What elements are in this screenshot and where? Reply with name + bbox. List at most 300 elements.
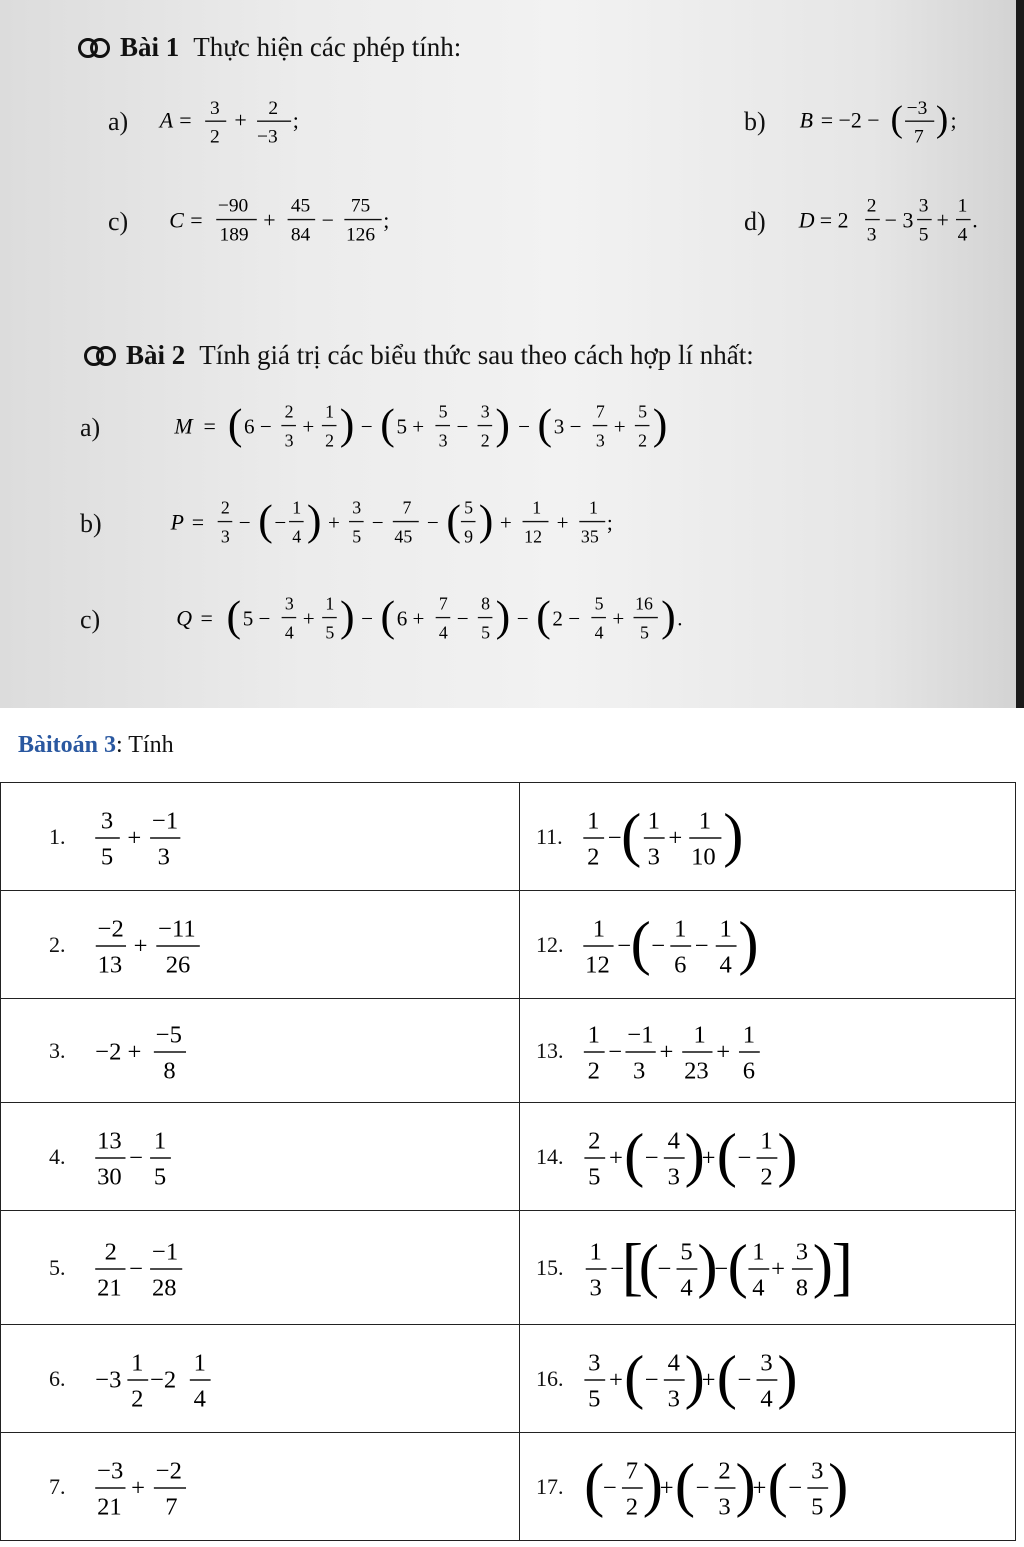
item-number: 15.	[536, 1254, 564, 1280]
svg-text:−2: −2	[97, 914, 124, 942]
svg-text:(: (	[674, 1451, 696, 1519]
svg-text:1: 1	[587, 1020, 600, 1048]
svg-text:2: 2	[210, 126, 220, 148]
svg-text:1: 1	[693, 1020, 706, 1048]
svg-text:[: [	[621, 1232, 644, 1302]
svg-text:): )	[652, 400, 668, 449]
svg-text:1: 1	[742, 1020, 756, 1048]
svg-text:+: +	[302, 606, 315, 631]
svg-text:1: 1	[531, 497, 541, 518]
svg-text:+: +	[327, 510, 340, 535]
table-cell	[520, 783, 1016, 891]
svg-text:D: D	[798, 207, 815, 233]
svg-text:−: −	[516, 606, 529, 631]
svg-text:−2: −2	[155, 1456, 182, 1484]
svg-text:35: 35	[580, 526, 599, 547]
svg-text:−: −	[518, 414, 531, 439]
svg-text:5: 5	[640, 622, 650, 643]
item-number: 13.	[536, 1037, 564, 1063]
item-number: 1.	[49, 823, 66, 849]
svg-text:): )	[306, 496, 322, 545]
svg-text:3: 3	[596, 430, 606, 451]
svg-text:9: 9	[463, 526, 473, 547]
svg-text:): )	[340, 592, 355, 641]
svg-text:1: 1	[752, 1237, 765, 1265]
svg-text:+: +	[608, 1366, 623, 1394]
svg-text:;: ;	[606, 510, 613, 535]
svg-text:= 2: = 2	[819, 207, 849, 233]
svg-text:7: 7	[596, 401, 606, 422]
svg-text:5: 5	[153, 1162, 167, 1190]
svg-text:3: 3	[220, 526, 230, 547]
svg-text:1: 1	[131, 1348, 144, 1376]
svg-text:4: 4	[957, 224, 968, 246]
bai1-item-b: b) B = −2 − ( −3 7 ) ;	[744, 92, 1024, 152]
expr-p	[112, 494, 732, 554]
item-number: 12.	[536, 931, 564, 957]
svg-text:+: +	[302, 414, 315, 439]
table-row	[1, 891, 1016, 999]
svg-text:−: −	[737, 1366, 752, 1394]
item-number: 17.	[536, 1473, 564, 1499]
expr-13	[576, 1016, 796, 1086]
expr-12	[576, 910, 776, 980]
svg-text:23: 23	[684, 1056, 709, 1084]
svg-text:2: 2	[718, 1456, 731, 1484]
table-cell	[1, 1103, 520, 1211]
table-row	[1, 1325, 1016, 1433]
item-number: 3.	[49, 1037, 66, 1063]
svg-text:3: 3	[588, 1348, 601, 1376]
svg-text:2: 2	[587, 842, 600, 870]
svg-text:3: 3	[795, 1237, 809, 1265]
svg-text:3: 3	[633, 1056, 646, 1084]
item-number: 4.	[49, 1143, 66, 1169]
table-row	[1, 1211, 1016, 1325]
table-row	[1, 1103, 1016, 1211]
svg-text:+: +	[133, 932, 148, 960]
svg-text:5: 5	[638, 401, 648, 422]
svg-text:3: 3	[589, 1273, 602, 1301]
svg-text:1: 1	[674, 914, 687, 942]
svg-text:P: P	[170, 509, 184, 535]
svg-text:+: +	[234, 107, 247, 133]
table-cell	[1, 999, 520, 1103]
svg-text:−: −	[737, 1144, 752, 1172]
svg-text:+: +	[613, 414, 626, 439]
svg-text:(: (	[380, 592, 396, 641]
svg-text:3: 3	[667, 1384, 680, 1412]
bai1-title: Bài 1 Thực hiện các phép tính:	[78, 32, 461, 63]
bai1-item-c: c) C = −90 189 + 45 84 − 75 126 ;	[108, 192, 468, 252]
svg-text:2: 2	[325, 430, 335, 451]
svg-text:4: 4	[667, 1348, 680, 1376]
svg-text:30: 30	[97, 1162, 122, 1190]
svg-text:): )	[697, 1232, 718, 1300]
svg-text:.: .	[677, 606, 683, 631]
svg-text:(: (	[445, 496, 461, 545]
svg-text:3: 3	[100, 806, 114, 834]
svg-text:7: 7	[165, 1492, 178, 1520]
svg-text:−3: −3	[257, 126, 278, 148]
expr-15	[576, 1233, 866, 1303]
svg-text:5: 5	[325, 622, 335, 643]
svg-text:−: −	[603, 1474, 617, 1502]
bai1-item-a: a) A = 3 2 + 2 −3 ;	[108, 92, 368, 152]
svg-text:3: 3	[157, 842, 170, 870]
svg-text:2: 2	[866, 195, 877, 217]
expr-5	[89, 1233, 249, 1303]
svg-text:5: 5	[481, 622, 491, 643]
svg-text:− 3: − 3	[884, 207, 914, 233]
expr-11	[576, 802, 776, 872]
svg-text:(: (	[257, 496, 273, 545]
svg-text:13: 13	[97, 950, 123, 978]
bai3-heading: Bàitoán 3: Tính	[18, 732, 174, 758]
svg-text:−: −	[644, 1366, 659, 1394]
svg-text:5: 5	[811, 1492, 824, 1520]
svg-text:(: (	[630, 909, 651, 977]
svg-text:(: (	[624, 1343, 645, 1411]
svg-text:−: −	[456, 606, 469, 631]
svg-text:5: 5	[588, 1384, 601, 1412]
svg-text:1: 1	[291, 497, 301, 518]
expr-6	[89, 1344, 249, 1414]
expr-7	[89, 1452, 249, 1522]
svg-text:C: C	[169, 207, 185, 233]
svg-text:−: −	[129, 1144, 144, 1172]
item-number: 16.	[536, 1365, 564, 1391]
svg-text:(: (	[638, 1232, 659, 1300]
svg-text:8: 8	[163, 1056, 176, 1084]
svg-text:1: 1	[719, 914, 732, 942]
svg-text:28: 28	[151, 1273, 177, 1301]
svg-text:3: 3	[918, 195, 929, 217]
svg-text:−5: −5	[155, 1020, 182, 1048]
svg-text:−: −	[695, 1474, 710, 1502]
svg-text:−: −	[644, 1144, 659, 1172]
svg-text:(: (	[380, 400, 396, 449]
svg-text:4: 4	[719, 950, 732, 978]
svg-text:2: 2	[588, 1126, 601, 1154]
svg-text:): )	[684, 1121, 705, 1189]
svg-text:=: =	[190, 207, 203, 233]
table-cell	[520, 1103, 1016, 1211]
svg-text:3: 3	[481, 401, 490, 422]
svg-text:4: 4	[594, 622, 604, 643]
svg-text:+: +	[127, 824, 142, 852]
svg-text:+: +	[716, 1038, 731, 1066]
svg-text:3: 3	[811, 1456, 824, 1484]
table-cell	[1, 783, 520, 891]
svg-text:A: A	[159, 107, 174, 133]
svg-text:3: 3	[866, 224, 877, 246]
svg-text:(: (	[624, 1121, 645, 1189]
svg-text:+: +	[668, 824, 683, 852]
svg-text:2: 2	[284, 401, 294, 422]
svg-text:21: 21	[97, 1492, 122, 1520]
svg-text:): )	[723, 801, 744, 869]
double-circle-icon	[78, 38, 112, 58]
item-number: 2.	[49, 931, 66, 957]
svg-text:+: +	[556, 510, 569, 535]
svg-text:126: 126	[346, 224, 376, 246]
svg-text:+: +	[499, 510, 512, 535]
svg-text:3: 3	[438, 430, 448, 451]
svg-text:+: +	[612, 606, 625, 631]
svg-text:5: 5	[588, 1162, 601, 1190]
svg-text:): )	[828, 1451, 849, 1519]
svg-text:−: −	[694, 932, 709, 960]
svg-text:): )	[684, 1343, 705, 1411]
svg-text:4: 4	[680, 1273, 693, 1301]
svg-text:−: −	[651, 932, 666, 960]
svg-text:(: (	[716, 1121, 737, 1189]
svg-text:+: +	[771, 1255, 786, 1283]
svg-text:+: +	[131, 1474, 146, 1502]
svg-text:1: 1	[698, 806, 711, 834]
svg-text:): )	[478, 496, 494, 545]
svg-text:(: (	[228, 400, 243, 449]
svg-text:+: +	[608, 1144, 623, 1172]
svg-text:): )	[495, 592, 511, 641]
svg-text:−: −	[608, 1038, 623, 1066]
svg-text:1: 1	[647, 806, 660, 834]
svg-text:−: −	[456, 414, 469, 439]
expr-a	[138, 92, 368, 152]
svg-text:1: 1	[589, 1237, 602, 1265]
svg-text:): )	[777, 1343, 798, 1411]
svg-text:−11: −11	[158, 914, 196, 942]
svg-text:+: +	[701, 1144, 716, 1172]
svg-text:−1: −1	[151, 1237, 179, 1265]
svg-text:13: 13	[97, 1126, 122, 1154]
svg-text:2: 2	[587, 1056, 600, 1084]
double-circle-icon	[84, 346, 118, 366]
svg-text:]: ]	[831, 1232, 854, 1302]
svg-text:): )	[661, 592, 676, 641]
svg-text:21: 21	[97, 1273, 122, 1301]
bai2-title: Bài 2 Tính giá trị các biểu thức sau theo cách hợp lí nhất:	[84, 340, 754, 371]
table-cell	[1, 1433, 520, 1541]
svg-text:): )	[935, 98, 948, 140]
svg-text:4: 4	[439, 622, 449, 643]
svg-text:−3: −3	[95, 1366, 122, 1394]
table-cell	[520, 1325, 1016, 1433]
table-row	[1, 783, 1016, 891]
svg-text:3: 3	[210, 97, 220, 119]
svg-text:8: 8	[795, 1273, 809, 1301]
svg-text:2: 2	[220, 497, 230, 518]
item-number: 5.	[49, 1254, 66, 1280]
svg-text:.: .	[971, 207, 978, 233]
svg-text:−2: −2	[150, 1366, 177, 1394]
table-row	[1, 1433, 1016, 1541]
svg-text:5: 5	[594, 593, 604, 614]
bai1-item-d: d) D = 2 2 3 − 3 3 5 + 1 4 .	[744, 192, 1016, 252]
svg-text:): )	[738, 909, 759, 977]
svg-text:−3: −3	[97, 1456, 124, 1484]
svg-text:5: 5	[680, 1237, 693, 1265]
svg-text:): )	[642, 1451, 663, 1519]
svg-text:(: (	[621, 801, 642, 869]
svg-text:−: −	[238, 510, 251, 535]
svg-text:5: 5	[918, 224, 929, 246]
svg-text:−: −	[610, 1255, 625, 1283]
svg-text:5: 5	[463, 497, 473, 518]
svg-text:5 +: 5 +	[396, 414, 425, 439]
svg-text:3: 3	[351, 497, 361, 518]
svg-text:1: 1	[153, 1126, 167, 1154]
svg-text:2: 2	[268, 97, 279, 119]
table-cell	[520, 1433, 1016, 1541]
table-cell	[1, 891, 520, 999]
svg-text:5 −: 5 −	[242, 606, 271, 631]
svg-text:4: 4	[285, 622, 294, 643]
svg-text:3 −: 3 −	[553, 414, 582, 439]
svg-text:4: 4	[193, 1384, 206, 1412]
svg-text:−: −	[788, 1474, 803, 1502]
svg-text:3: 3	[667, 1162, 680, 1190]
svg-text:−: −	[607, 824, 622, 852]
svg-text:1: 1	[587, 806, 600, 834]
svg-text:−: −	[617, 932, 632, 960]
svg-text:): )	[339, 400, 355, 449]
svg-text:): )	[495, 400, 511, 449]
svg-text:2: 2	[104, 1237, 117, 1265]
svg-text:(: (	[584, 1451, 605, 1519]
svg-text:=: =	[203, 413, 217, 439]
svg-text:2: 2	[638, 430, 648, 451]
svg-text:4: 4	[752, 1273, 765, 1301]
svg-text:6: 6	[674, 950, 687, 978]
svg-text:1: 1	[760, 1126, 773, 1154]
svg-text:5: 5	[351, 526, 361, 547]
expr-b	[776, 92, 1024, 152]
svg-text:189: 189	[219, 224, 249, 246]
svg-text:84: 84	[291, 224, 311, 246]
svg-text:+: +	[701, 1366, 716, 1394]
table-row	[1, 999, 1016, 1103]
svg-text:12: 12	[585, 950, 610, 978]
svg-text:−: −	[129, 1255, 144, 1283]
svg-text:−: −	[714, 1255, 729, 1283]
svg-text:8: 8	[481, 593, 491, 614]
svg-text:45: 45	[291, 195, 311, 217]
svg-text:=: =	[200, 605, 214, 631]
svg-text:3: 3	[284, 430, 294, 451]
svg-text:4: 4	[667, 1126, 680, 1154]
svg-text:(: (	[226, 592, 242, 641]
svg-text:16: 16	[635, 593, 654, 614]
svg-text:−: −	[321, 207, 335, 233]
svg-text:−: −	[361, 414, 373, 439]
svg-text:=: =	[191, 509, 204, 535]
svg-text:5: 5	[438, 401, 448, 422]
svg-text:7: 7	[625, 1456, 639, 1484]
textbook-photo	[0, 0, 1024, 708]
expr-4	[89, 1122, 249, 1192]
svg-text:(: (	[536, 592, 551, 641]
svg-text:5: 5	[100, 842, 114, 870]
svg-text:1: 1	[592, 914, 606, 942]
item-number: 6.	[49, 1365, 66, 1391]
svg-text:1: 1	[325, 401, 335, 422]
svg-text:−90: −90	[218, 195, 249, 217]
expr-c	[138, 192, 468, 252]
expr-16	[576, 1344, 816, 1414]
table-cell	[1, 1211, 520, 1325]
exercise-table	[0, 782, 1016, 1541]
expr-d	[776, 192, 1016, 252]
svg-text:=: =	[179, 107, 192, 133]
svg-text:−: −	[361, 606, 374, 631]
svg-text:1: 1	[325, 593, 335, 614]
svg-text:(: (	[767, 1451, 788, 1519]
svg-text:−: −	[371, 510, 384, 535]
table-cell	[520, 891, 1016, 999]
svg-text:M: M	[174, 413, 193, 439]
table-cell	[520, 999, 1016, 1103]
svg-text:−: −	[657, 1255, 672, 1283]
svg-text:2: 2	[625, 1492, 639, 1520]
svg-text:7: 7	[439, 593, 449, 614]
item-number: 14.	[536, 1143, 564, 1169]
svg-text:= −2 −: = −2 −	[820, 107, 880, 133]
svg-text:1: 1	[957, 195, 968, 217]
svg-text:26: 26	[165, 950, 191, 978]
svg-text:(: (	[727, 1232, 748, 1300]
svg-text:): )	[735, 1451, 756, 1519]
table-cell	[520, 1211, 1016, 1325]
svg-text:4: 4	[291, 526, 301, 547]
svg-text:75: 75	[351, 195, 371, 217]
expr-m	[110, 398, 790, 458]
expr-1	[89, 802, 249, 872]
bai2-item-a: a) M = ( 6 − 2 3 + 1 2 ) − ( 5 + 5 3 − 3 2 ) − ( 3 − 7 3 + 5 2 )	[80, 398, 790, 458]
item-number: 7.	[49, 1473, 66, 1499]
svg-text:−2 +: −2 +	[95, 1038, 142, 1066]
svg-text:12: 12	[523, 526, 542, 547]
svg-text:): )	[777, 1121, 798, 1189]
svg-text:−1: −1	[627, 1020, 654, 1048]
svg-text:(: (	[716, 1343, 737, 1411]
svg-text:+: +	[936, 207, 949, 233]
table-cell	[1, 1325, 520, 1433]
svg-text:4: 4	[760, 1384, 773, 1412]
svg-text:+: +	[659, 1038, 674, 1066]
svg-text:;: ;	[292, 107, 300, 133]
svg-text:45: 45	[394, 526, 412, 547]
svg-text:+: +	[659, 1474, 674, 1502]
svg-text:+: +	[263, 207, 276, 233]
svg-text:6: 6	[742, 1056, 756, 1084]
svg-text:3: 3	[718, 1492, 731, 1520]
item-number: 11.	[536, 823, 563, 849]
svg-text:6 −: 6 −	[244, 414, 272, 439]
svg-text:2: 2	[760, 1162, 773, 1190]
svg-text:2 −: 2 −	[552, 606, 581, 631]
svg-text:6 +: 6 +	[396, 606, 425, 631]
svg-text:7: 7	[913, 126, 924, 148]
svg-text:3: 3	[760, 1348, 773, 1376]
svg-text:−: −	[274, 510, 286, 535]
svg-text:(: (	[890, 98, 903, 140]
bai2-item-b: b) P = 2 3 − ( − 1 4 ) + 3 5 − 7 45 − ( 5 9 ) + 1 12 + 1 35 ;	[80, 494, 732, 554]
svg-text:Q: Q	[176, 605, 193, 631]
expr-17	[576, 1452, 876, 1522]
expr-2	[89, 910, 269, 980]
